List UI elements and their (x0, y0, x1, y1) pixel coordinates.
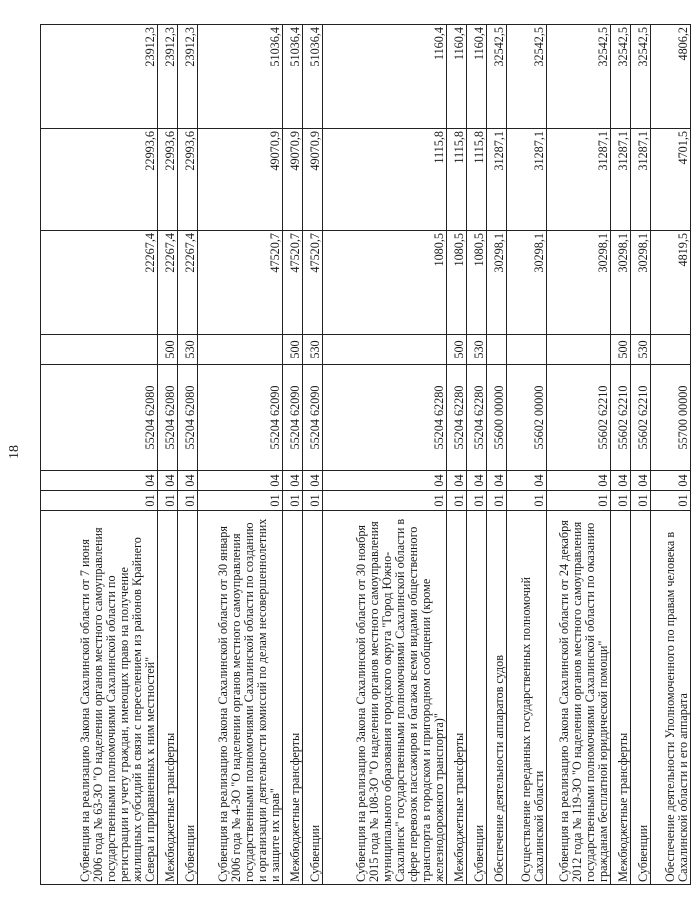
row-section: 01 (611, 491, 631, 511)
row-section: 01 (507, 491, 547, 511)
row-section: 01 (631, 491, 651, 511)
row-name: Обеспечение деятельности Уполномоченного по правам человека в Сахалинской области и его аппарата (651, 511, 691, 885)
row-amount-year3: 32542,5 (487, 25, 507, 129)
row-expense-type (198, 335, 283, 365)
row-subsection: 04 (447, 471, 467, 491)
row-amount-year1: 22267,4 (158, 231, 178, 335)
row-name: Субвенция на реализацию Закона Сахалинской области от 30 ноября 2015 года № 108-ЗО "О наделении органов местного самоуправления муниципального образования городского округа "Город Южно-Сахалинск" государственными полномочиями Сахалинской области в сфере перевозок пассажиров и багажа всеми видами общественного транспорта в городском и пригородном сообщении (кроме железнодорожного транспорта)" (323, 511, 447, 885)
row-subsection: 04 (487, 471, 507, 491)
row-amount-year2: 31287,1 (631, 129, 651, 231)
row-section: 01 (158, 491, 178, 511)
row-expense-type: 530 (178, 335, 198, 365)
row-name: Обеспечение деятельности аппаратов судов (487, 511, 507, 885)
row-amount-year1: 30298,1 (547, 231, 611, 335)
row-subsection: 04 (611, 471, 631, 491)
row-name: Субвенция на реализацию Закона Сахалинской области от 24 декабря 2012 года № 119-ЗО "О наделении органов местного самоуправления государственными полномочиями Сахалинской области по оказанию гражданам бесплатной юридической помощи" (547, 511, 611, 885)
row-target-article: 55204 62280 (323, 365, 447, 471)
row-amount-year1: 1080,5 (467, 231, 487, 335)
row-subsection: 04 (631, 471, 651, 491)
page-number: 18 (7, 445, 22, 459)
row-amount-year3: 51036,4 (198, 25, 283, 129)
row-amount-year2: 4701,5 (651, 129, 691, 231)
budget-table (40, 24, 691, 885)
row-amount-year2: 22993,6 (158, 129, 178, 231)
table-row (323, 25, 447, 885)
row-subsection: 04 (178, 471, 198, 491)
row-expense-type (41, 335, 158, 365)
table-row (178, 25, 198, 885)
table-row (651, 25, 691, 885)
row-amount-year1: 30298,1 (631, 231, 651, 335)
table-row (303, 25, 323, 885)
row-expense-type: 500 (447, 335, 467, 365)
row-subsection: 04 (547, 471, 611, 491)
table-row (507, 25, 547, 885)
row-expense-type: 500 (611, 335, 631, 365)
row-section: 01 (41, 491, 158, 511)
row-amount-year1: 47520,7 (283, 231, 303, 335)
row-name: Осуществление переданных государственных полномочий Сахалинской области (507, 511, 547, 885)
row-amount-year2: 49070,9 (283, 129, 303, 231)
rotated-page-content (40, 25, 690, 885)
row-amount-year2: 31287,1 (611, 129, 631, 231)
row-target-article: 55204 62090 (303, 365, 323, 471)
row-amount-year3: 23912,3 (41, 25, 158, 129)
row-expense-type (507, 335, 547, 365)
row-amount-year1: 30298,1 (507, 231, 547, 335)
row-amount-year2: 1115,8 (323, 129, 447, 231)
row-target-article: 55602 62210 (631, 365, 651, 471)
row-name: Субвенции (467, 511, 487, 885)
row-subsection: 04 (651, 471, 691, 491)
row-amount-year1: 1080,5 (323, 231, 447, 335)
row-expense-type (323, 335, 447, 365)
row-target-article: 55700 00000 (651, 365, 691, 471)
row-amount-year3: 32542,5 (547, 25, 611, 129)
row-name: Межбюджетные трансферты (158, 511, 178, 885)
row-section: 01 (547, 491, 611, 511)
row-name: Межбюджетные трансферты (611, 511, 631, 885)
row-amount-year1: 22267,4 (178, 231, 198, 335)
row-subsection: 04 (467, 471, 487, 491)
row-amount-year1: 1080,5 (447, 231, 467, 335)
row-amount-year3: 23912,3 (158, 25, 178, 129)
row-expense-type (547, 335, 611, 365)
table-row (283, 25, 303, 885)
table-row (41, 25, 158, 885)
table-row (547, 25, 611, 885)
row-subsection: 04 (158, 471, 178, 491)
table-row (487, 25, 507, 885)
table-row (611, 25, 631, 885)
row-amount-year3: 32542,5 (611, 25, 631, 129)
row-expense-type: 530 (631, 335, 651, 365)
row-name: Субвенции (631, 511, 651, 885)
row-amount-year1: 22267,4 (41, 231, 158, 335)
row-name: Субвенция на реализацию Закона Сахалинской области от 30 января 2006 года № 4-ЗО "О наделении органов местного самоуправления государственными полномочиями Сахалинской области по созданию и организации деятельности комиссий по делам несовершеннолетних и защите их прав" (198, 511, 283, 885)
row-amount-year3: 51036,4 (303, 25, 323, 129)
row-section: 01 (467, 491, 487, 511)
row-amount-year2: 1115,8 (467, 129, 487, 231)
row-section: 01 (447, 491, 467, 511)
row-section: 01 (651, 491, 691, 511)
row-amount-year2: 31287,1 (547, 129, 611, 231)
table-row (447, 25, 467, 885)
row-amount-year2: 31287,1 (507, 129, 547, 231)
row-target-article: 55602 00000 (507, 365, 547, 471)
row-subsection: 04 (507, 471, 547, 491)
row-amount-year2: 49070,9 (198, 129, 283, 231)
row-amount-year3: 51036,4 (283, 25, 303, 129)
row-section: 01 (323, 491, 447, 511)
row-amount-year1: 30298,1 (611, 231, 631, 335)
row-expense-type: 530 (303, 335, 323, 365)
row-target-article: 55204 62280 (447, 365, 467, 471)
row-amount-year1: 47520,7 (198, 231, 283, 335)
row-expense-type (487, 335, 507, 365)
row-amount-year3: 32542,5 (631, 25, 651, 129)
row-amount-year3: 1160,4 (447, 25, 467, 129)
row-subsection: 04 (41, 471, 158, 491)
row-amount-year3: 1160,4 (323, 25, 447, 129)
row-target-article: 55602 62210 (611, 365, 631, 471)
row-section: 01 (303, 491, 323, 511)
row-expense-type: 530 (467, 335, 487, 365)
row-expense-type: 500 (283, 335, 303, 365)
row-amount-year3: 32542,5 (507, 25, 547, 129)
row-target-article: 55602 62210 (547, 365, 611, 471)
row-name: Субвенции (178, 511, 198, 885)
row-target-article: 55204 62280 (467, 365, 487, 471)
row-amount-year2: 31287,1 (487, 129, 507, 231)
row-subsection: 04 (323, 471, 447, 491)
row-amount-year3: 4806,2 (651, 25, 691, 129)
row-subsection: 04 (303, 471, 323, 491)
row-section: 01 (198, 491, 283, 511)
table-row (631, 25, 651, 885)
row-expense-type (651, 335, 691, 365)
row-section: 01 (487, 491, 507, 511)
row-amount-year1: 30298,1 (487, 231, 507, 335)
row-amount-year2: 22993,6 (41, 129, 158, 231)
row-target-article: 55600 00000 (487, 365, 507, 471)
row-target-article: 55204 62080 (178, 365, 198, 471)
row-target-article: 55204 62090 (198, 365, 283, 471)
row-amount-year2: 1115,8 (447, 129, 467, 231)
row-target-article: 55204 62090 (283, 365, 303, 471)
table-row (158, 25, 178, 885)
row-subsection: 04 (198, 471, 283, 491)
row-expense-type: 500 (158, 335, 178, 365)
row-amount-year3: 1160,4 (467, 25, 487, 129)
table-row (467, 25, 487, 885)
row-amount-year3: 23912,3 (178, 25, 198, 129)
row-amount-year1: 47520,7 (303, 231, 323, 335)
row-target-article: 55204 62080 (158, 365, 178, 471)
row-section: 01 (178, 491, 198, 511)
row-amount-year2: 22993,6 (178, 129, 198, 231)
row-subsection: 04 (283, 471, 303, 491)
table-row (198, 25, 283, 885)
row-section: 01 (283, 491, 303, 511)
row-amount-year1: 4819,5 (651, 231, 691, 335)
row-name: Субвенция на реализацию Закона Сахалинской области от 7 июня 2006 года № 63-ЗО "О наделении органов местного самоуправления государственными полномочиями Сахалинской области по регистрации и учету граждан, имеющих право на получение жилищных субсидий в связи с переселением из районов Крайнего Севера и приравненных к ним местностей" (41, 511, 158, 885)
row-name: Межбюджетные трансферты (283, 511, 303, 885)
row-name: Межбюджетные трансферты (447, 511, 467, 885)
row-target-article: 55204 62080 (41, 365, 158, 471)
row-name: Субвенции (303, 511, 323, 885)
row-amount-year2: 49070,9 (303, 129, 323, 231)
